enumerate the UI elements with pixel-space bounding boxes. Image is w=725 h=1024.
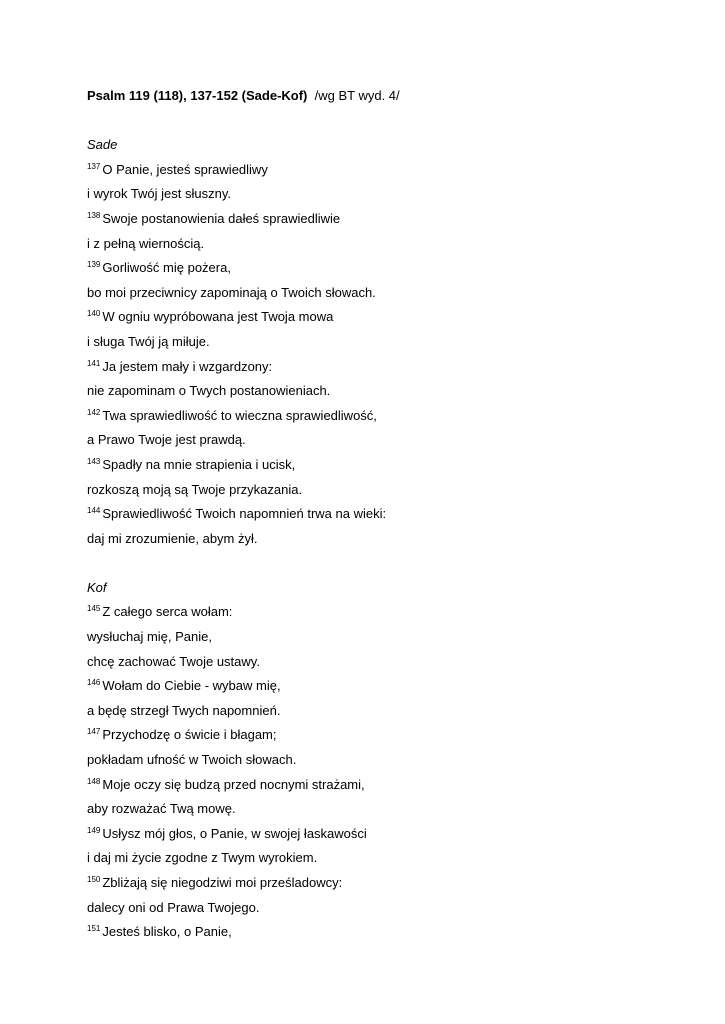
- verse-text: i sługa Twój ją miłuje.: [87, 333, 210, 349]
- verse-line: [87, 896, 687, 921]
- verse-line: [87, 650, 687, 675]
- verse-text: Spadły na mnie strapienia i ucisk,: [102, 456, 296, 472]
- verse-number: 141: [87, 358, 101, 368]
- verse-number: 145: [87, 604, 101, 614]
- verse-line: [87, 527, 687, 552]
- verse-number: 144: [87, 506, 101, 516]
- verse-text: bo moi przeciwnicy zapominają o Twoich słowach.: [87, 284, 376, 300]
- verse-line: [87, 232, 687, 257]
- verse-line: [87, 748, 687, 773]
- verse-text: Ja jestem mały i wzgardzony:: [102, 358, 273, 374]
- verse-text: Swoje postanowienia dałeś sprawiedliwie: [102, 210, 341, 226]
- verse-line: [87, 330, 687, 355]
- verse-line: [87, 182, 687, 207]
- verse-text: rozkoszą moją są Twoje przykazania.: [87, 481, 303, 497]
- verse-text: i daj mi życie zgodne z Twym wyrokiem.: [87, 850, 318, 866]
- verse-line: [87, 625, 687, 650]
- verse-number: 139: [87, 260, 101, 270]
- psalm-text: [87, 133, 687, 945]
- verse-text: Twa sprawiedliwość to wieczna sprawiedliwość,: [102, 407, 377, 423]
- verse-line: [87, 920, 687, 945]
- verse-line: [87, 773, 687, 798]
- verse-text: wysłuchaj mię, Panie,: [87, 629, 212, 645]
- verse-line: [87, 207, 687, 232]
- verse-number: 151: [87, 924, 101, 934]
- verse-text: Przychodzę o świcie i błagam;: [102, 727, 277, 743]
- verse-text: Z całego serca wołam:: [102, 604, 233, 620]
- verse-text: i z pełną wiernością.: [87, 235, 205, 251]
- verse-text: aby rozważać Twą mowę.: [87, 801, 236, 817]
- verse-line: [87, 305, 687, 330]
- verse-line: [87, 404, 687, 429]
- verse-number: 143: [87, 456, 101, 466]
- verse-number: 147: [87, 727, 101, 737]
- verse-line: [87, 453, 687, 478]
- verse-line: [87, 846, 687, 871]
- verse-number: 138: [87, 210, 101, 220]
- verse-text: Jesteś blisko, o Panie,: [102, 924, 232, 940]
- verse-line: [87, 699, 687, 724]
- verse-text: a będę strzegł Twych napomnień.: [87, 702, 281, 718]
- verse-number: 148: [87, 776, 101, 786]
- verse-line: [87, 379, 687, 404]
- verse-number: 142: [87, 407, 101, 417]
- verse-line: [87, 256, 687, 281]
- source-note: /wg BT wyd. 4/: [314, 88, 400, 103]
- verse-text: daj mi zrozumienie, abym żył.: [87, 530, 258, 546]
- verse-line: [87, 355, 687, 380]
- verse-line: [87, 281, 687, 306]
- verse-text: pokładam ufność w Twoich słowach.: [87, 752, 297, 768]
- verse-line: [87, 822, 687, 847]
- verse-text: Sprawiedliwość Twoich napomnień trwa na wieki:: [102, 506, 387, 522]
- verse-text: a Prawo Twoje jest prawdą.: [87, 432, 246, 448]
- verse-text: i wyrok Twój jest słuszny.: [87, 186, 232, 202]
- verse-text: dalecy oni od Prawa Twojego.: [87, 899, 260, 915]
- verse-line: [87, 478, 687, 503]
- verse-text: Gorliwość mię pożera,: [102, 260, 231, 276]
- verse-number: 146: [87, 678, 101, 688]
- verse-text: Usłysz mój głos, o Panie, w swojej łaskawości: [102, 825, 367, 841]
- section-heading-kof: Kof: [87, 579, 107, 595]
- section-heading-sade: Sade: [87, 137, 118, 153]
- document-page: [87, 84, 687, 945]
- document-header: [87, 84, 687, 109]
- psalm-title: Psalm 119 (118), 137-152 (Sade-Kof): [87, 88, 308, 103]
- verse-text: O Panie, jesteś sprawiedliwy: [102, 161, 268, 177]
- verse-text: Zbliżają się niegodziwi moi prześladowcy:: [102, 875, 343, 890]
- verse-number: 149: [87, 825, 101, 835]
- verse-line: [87, 797, 687, 822]
- verse-text: W ogniu wypróbowana jest Twoja mowa: [102, 309, 334, 325]
- section-spacer: [87, 551, 687, 576]
- verse-text: chcę zachować Twoje ustawy.: [87, 653, 260, 669]
- verse-number: 140: [87, 309, 101, 319]
- verse-line: [87, 600, 687, 625]
- verse-line: [87, 502, 687, 527]
- verse-line: [87, 428, 687, 453]
- verse-number: 137: [87, 161, 101, 171]
- verse-text: Wołam do Ciebie - wybaw mię,: [102, 678, 281, 694]
- verse-text: Moje oczy się budzą przed nocnymi strażami,: [102, 776, 365, 792]
- verse-line: [87, 723, 687, 748]
- verse-line: [87, 871, 687, 896]
- verse-number: 150: [87, 875, 101, 884]
- verse-line: [87, 158, 687, 183]
- verse-text: nie zapominam o Twych postanowieniach.: [87, 383, 331, 399]
- verse-line: [87, 674, 687, 699]
- spacer: [87, 109, 687, 134]
